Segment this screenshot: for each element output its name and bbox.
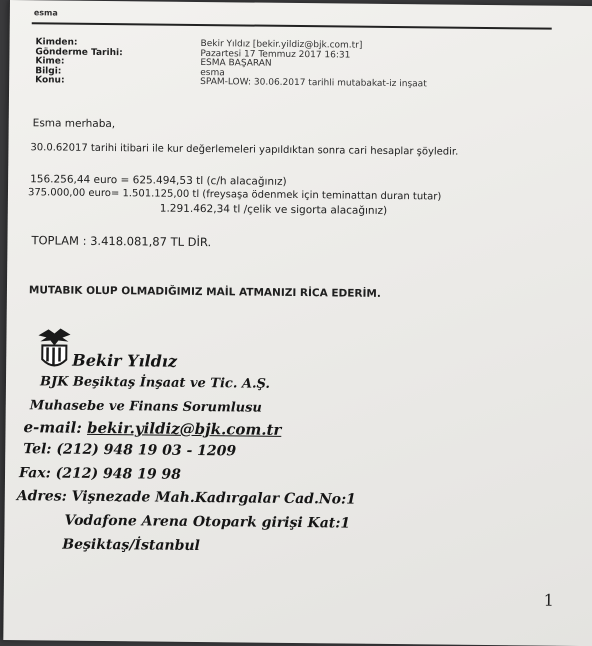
balance-line-3: 1.291.462,34 tl /çelik ve sigorta alacağınız) — [159, 202, 388, 217]
meta-subject-row — [35, 76, 427, 90]
greeting: Esma merhaba, — [32, 117, 116, 131]
request-line: MUTABIK OLUP OLMADIĞIMIZ MAİL ATMANIZI RİCA EDERİM. — [28, 284, 381, 300]
intro-text: 30.0.62017 tarihi itibari ile kur değerlemeleri yapıldıktan sonra cari hesaplar şöyledir. — [30, 142, 459, 158]
total-line: TOPLAM : 3.418.081,87 TL DİR. — [31, 233, 212, 250]
signature-company: BJK Beşiktaş İnşaat ve Tic. A.Ş. — [39, 374, 271, 392]
subject-value: SPAM-LOW: 30.06.2017 tarihli mutabakat-iz inşaat — [200, 76, 427, 90]
email-link[interactable]: bekir.yildiz@bjk.com.tr — [86, 418, 282, 439]
date-label: Gönderme Tarihi: — [35, 46, 123, 58]
signature-role: Muhasebe ve Finans Sorumlusu — [29, 398, 262, 416]
signature-email-row — [23, 418, 281, 439]
from-value: Bekir Yıldız [bekir.yildiz@bjk.com.tr] — [200, 38, 363, 51]
signature-name: Bekir Yıldız — [72, 350, 178, 371]
signature-fax: Fax: (212) 948 19 98 — [18, 465, 182, 483]
date-value: Pazartesi 17 Temmuz 2017 16:31 — [200, 48, 351, 61]
subject-label: Konu: — [35, 75, 65, 86]
header-username: esma — [33, 8, 58, 18]
eagle-logo-icon — [34, 325, 75, 373]
from-label: Kimden: — [35, 37, 78, 48]
cc-label: Bilgi: — [35, 65, 62, 77]
page-number: 1 — [543, 590, 555, 610]
signature-address-2: Vodafone Arena Otopark girişi Kat:1 — [64, 512, 351, 532]
balance-line-1: 156.256,44 euro = 625.494,53 tl (c/h alacağınız) — [30, 173, 287, 188]
signature-tel: Tel: (212) 948 19 03 - 1209 — [23, 441, 237, 460]
signature-address-3: Beşiktaş/İstanbul — [62, 536, 200, 555]
balance-line-2: 375.000,00 euro= 1.501.125,00 tl (freysaşa ödenmek için teminattan duran tutar) — [27, 187, 442, 203]
signature-address-1: Adres: Vişnezade Mah.Kadırgalar Cad.No:1 — [16, 488, 356, 508]
to-label: Kime: — [35, 56, 65, 67]
cc-value: esma — [200, 67, 225, 78]
printed-document — [3, 0, 592, 646]
header-divider — [32, 22, 552, 29]
to-value: ESMA BAŞARAN — [200, 57, 272, 69]
email-label: e-mail: — [23, 418, 82, 437]
email-meta — [35, 38, 427, 90]
